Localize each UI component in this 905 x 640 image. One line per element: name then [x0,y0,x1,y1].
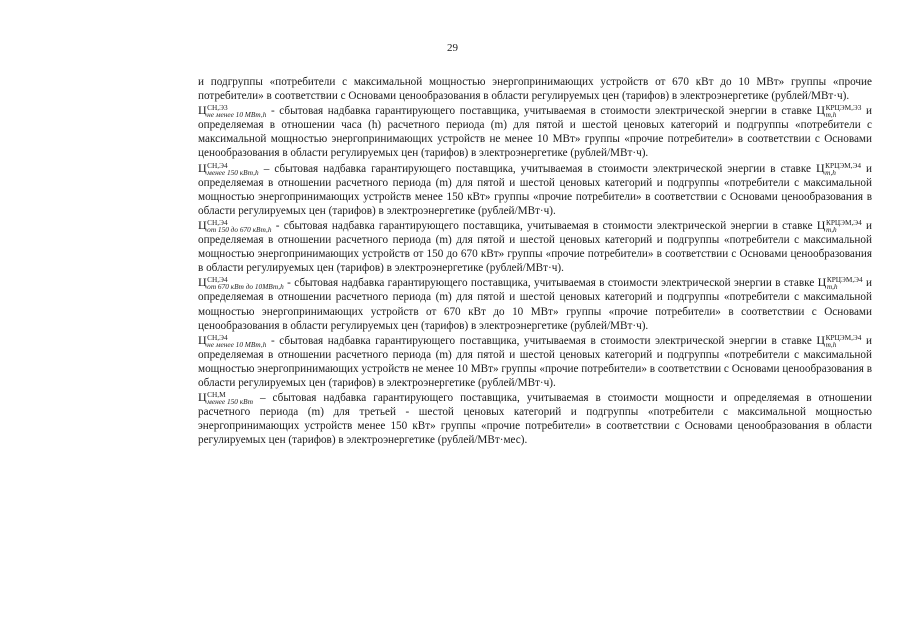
paragraph-text: и определяемая в отношении расчетного периода (m) для пятой и шестой ценовых категорий и подгруппы «потребители с максимальной мощностью энергопринимающих устройств не менее 10 МВт» группы «прочие потребители» в соответствии с Основами ценообразования в области регулируемых цен (тарифов) в электроэнергетике (рублей/МВт·ч). [198,334,872,389]
definition-paragraph [198,161,872,218]
formula-symbol: Ц КРЦЭМ,Э4 m,h [817,275,863,292]
definition-paragraph [198,103,872,160]
paragraph-text: и определяемая в отношении расчетного периода (m) для пятой и шестой ценовых категорий и подгруппы «потребители с максимальной мощностью энергопринимающих устройств от 670 кВт до 10 МВт» группы «прочие потребители» в соответствии с Основами ценообразования в области регулируемых цен (тарифов) в электроэнергетике (рублей/МВт·ч). [198,277,872,332]
paragraph-text: и определяемая в отношении расчетного периода (m) для пятой и шестой ценовых категорий и подгруппы «потребители с максимальной мощностью энергопринимающих устройств менее 150 кВт» группы «прочие потребители» в соответствии с Основами ценообразования в области регулируемых цен (тарифов) в электроэнергетике (рублей/МВт·ч). [198,162,872,217]
paragraph-text: - сбытовая надбавка гарантирующего поставщика, учитываемая в стоимости электрической энергии в ставке [266,334,817,347]
paragraph-text: – сбытовая надбавка гарантирующего поставщика, учитываемая в стоимости мощности и определяемая в отношении расчетного периода (m) для третьей - шестой ценовых категорий и подгруппы «потребители с максимальной мощностью энергопринимающих устройств менее 150 кВт» группы «прочие потребители» в соответствии с Основами ценообразования в области регулируемых цен (тарифов) в электроэнергетике (рублей/МВт·мес). [198,392,872,447]
definition-paragraph [198,333,872,390]
formula-symbol: Ц КРЦЭМ,Э4 m,h [816,332,862,349]
definition-paragraph [198,218,872,275]
paragraph-text: - сбытовая надбавка гарантирующего поставщика, учитываемая в стоимости электрической энергии в ставке [266,105,817,118]
paragraph-text: - сбытовая надбавка гарантирующего поставщика, учитываемая в стоимости электрической энергии в ставке [271,219,817,232]
formula-symbol: Ц КРЦЭМ,Э4 m,h [816,217,862,234]
formula-symbol: Ц СН,Э4 от 150 до 670 кВт,h [198,217,272,234]
page-number: 29 [447,42,458,54]
formula-symbol: Ц СН,Э4 от 670 кВт до 10МВт,h [198,275,284,292]
paragraph-text: и определяемая в отношении расчетного периода (m) для пятой и шестой ценовых категорий и подгруппы «потребители с максимальной мощностью энергопринимающих устройств от 150 до 670 кВт» группы «прочие потребители» в соответствии с Основами ценообразования в области регулируемых цен (тарифов) в электроэнергетике (рублей/МВт·ч). [198,219,872,275]
formula-symbol: Ц КРЦЭМ,Э3 m,h [816,103,862,120]
paragraph-text: и определяемая в отношении часа (h) расчетного периода (m) для пятой и шестой ценовых категорий и подгруппы «потребители с максимальной мощностью энергопринимающих устройств не менее 10 МВт» группы «прочие потребители» в соответствии с Основами ценообразования в области регулируемых цен (тарифов) в электроэнергетике (рублей/МВт·ч). [198,105,872,160]
formula-symbol: Ц СН,Э4 менее 150 кВт,h [198,160,259,177]
formula-symbol: Ц КРЦЭМ,Э4 m,h [816,160,861,177]
definition-paragraph [198,275,872,332]
paragraph-text: – сбытовая надбавка гарантирующего поставщика, учитываемая в стоимости электрической энергии в ставке [258,162,816,175]
paragraph-text: - сбытовая надбавка гарантирующего поставщика, учитываемая в стоимости электрической энергии в ставке [283,277,818,290]
paragraph-text: и подгруппы «потребители с максимальной мощностью энергопринимающих устройств от 670 кВт до 10 МВт» группы «прочие потребители» в соответствии с Основами ценообразования в области регулируемых цен (тарифов) в электроэнергетике (рублей/МВт·ч). [198,76,872,103]
definition-paragraph [198,390,872,447]
document-body [198,75,872,447]
paragraph-continuation [198,75,872,103]
formula-symbol: Ц СН,М менее 150 кВт [198,390,253,407]
formula-symbol: Ц СН,Э3 не менее 10 МВт,h [198,103,267,120]
formula-symbol: Ц СН,Э4 не менее 10 МВт,h [198,332,267,349]
